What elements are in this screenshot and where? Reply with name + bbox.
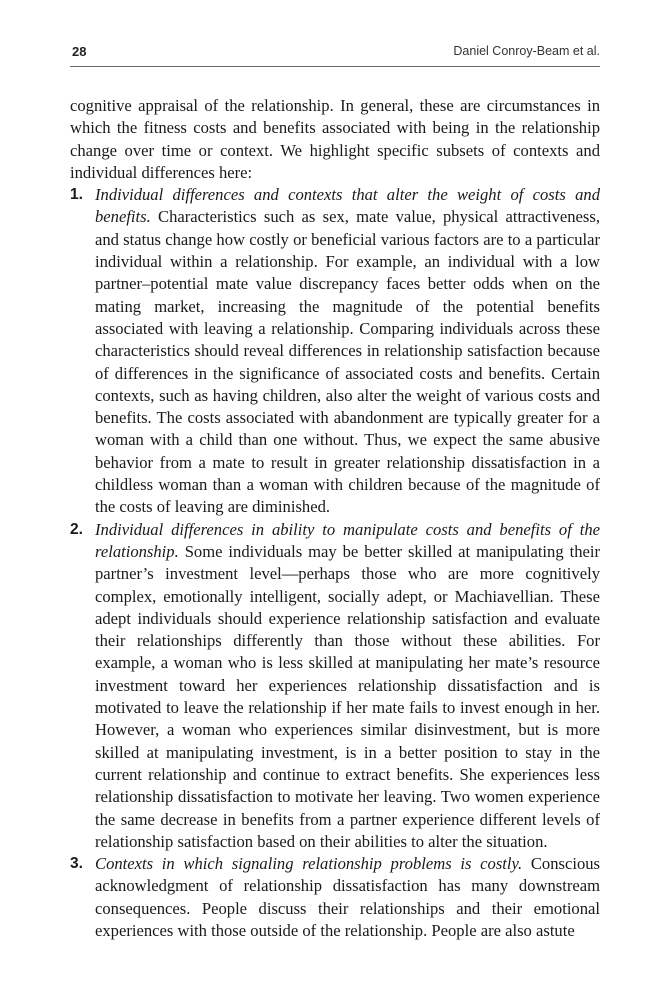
- list-item-number: 1.: [70, 186, 83, 204]
- list-item: [70, 519, 600, 853]
- list-item-text: Some individuals may be better skilled at manipulating their partner’s investment level—perhaps those who are more cognitively complex, emotionally intelligent, socially adept, or Machiavellian. These adept individuals should experience relationship satisfaction and evaluate their relationships differently than those without these abilities. For example, a woman who is less skilled at manipulating her mate’s resource investment toward her experiences relationship dissatisfaction and is motivated to leave the relationship if her mate fails to invest enough in her. However, a woman who experiences similar disinvestment, but is more skilled at manipulating investment, is in a better position to stay in the current relationship and continue to extract benefits. She experiences less relationship dissatisfaction to motivate her leaving. Two women experience the same decrease in benefits from a partner experience different levels of relationship satisfaction based on their abilities to alter the situation.: [95, 541, 600, 851]
- list-item-number: 3.: [70, 855, 83, 873]
- list-item-heading: Contexts in which signaling relationship problems is costly.: [95, 854, 531, 874]
- intro-paragraph: cognitive appraisal of the relationship. In general, these are circumstances in which the fitness costs and benefits associated with being in the relationship change over time or context. We highlight specific subsets of contexts and individual differences here:: [70, 96, 600, 182]
- list-item-text: Characteristics such as sex, mate value, physical attractiveness, and status change how costly or beneficial various factors are to a particular individual within a relationship. For example, an individual with a low partner–potential mate value discrepancy faces better odds when on the mating market, increasing the magnitude of the potential benefits associated with leaving a relationship. Comparing individuals across these characteristics should reveal differences in relationship satisfaction because of differences in the significance of associated costs and benefits. Certain contexts, such as having children, also alter the weight of various costs and benefits. The costs associated with abandonment are typically greater for a woman with a child than one without. Thus, we expect the same abusive behavior from a mate to result in greater relationship dissatisfaction in a childless woman than a woman with children because of the magnitude of the costs of leaving are diminished.: [95, 207, 600, 517]
- list-item-heading: Individual differences and contexts that alter the weight of costs and benefits.: [95, 185, 600, 227]
- list-item: [70, 184, 600, 518]
- list-item-heading: Individual differences in ability to manipulate costs and benefits of the relationship.: [95, 519, 600, 561]
- page-number: 28: [72, 44, 87, 59]
- list-item: [70, 853, 600, 942]
- running-head-authors: Daniel Conroy-Beam et al.: [453, 44, 600, 58]
- body-text: [70, 95, 600, 942]
- numbered-list: [70, 184, 600, 942]
- list-item-number: 2.: [70, 520, 83, 538]
- header-rule: [70, 66, 600, 67]
- list-item-text: Conscious acknowledgment of relationship dissatisfaction has many downstream consequences. People discuss their relationships and their emotional experiences with those outside of the relationship. People are also astute: [95, 854, 600, 940]
